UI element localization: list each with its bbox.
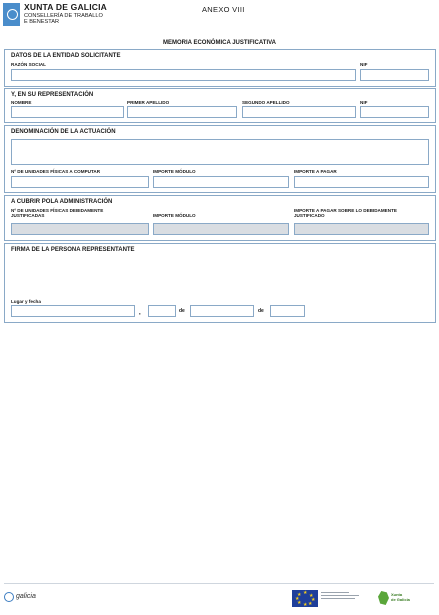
year-field[interactable]: [270, 305, 305, 317]
representation-section: [4, 88, 436, 123]
razon-social-field[interactable]: [11, 69, 356, 81]
signature-section: [4, 243, 436, 323]
de-separator-1: de: [179, 308, 185, 314]
segundo-apellido-label: SEGUNDO APELLIDO: [242, 100, 290, 105]
justified-units-label-line-1: Nº DE UNIDADES FÍSICAS DEBIDAMENTE: [11, 208, 104, 213]
xunta-footer-logo-icon: [378, 591, 389, 605]
justified-amount-label-line-1: IMPORTE A PAGAR SOBRE LO DEBIDAMENTE: [294, 208, 397, 213]
representative-nif-field[interactable]: [360, 106, 429, 118]
administration-section-title: A CUBRIR POLA ADMINISTRACIÓN: [11, 199, 113, 205]
justified-amount-field: [294, 223, 429, 235]
document-title: MEMORIA ECONÓMICA JUSTIFICATIVA: [163, 40, 276, 46]
nombre-field[interactable]: [11, 106, 124, 118]
amount-to-pay-label: IMPORTE A PAGAR: [294, 169, 337, 174]
entity-section: [4, 49, 436, 87]
department-name: [24, 13, 103, 26]
xunta-footer-logo-line-2: de Galicia: [391, 596, 410, 602]
place-field[interactable]: [11, 305, 135, 317]
entity-section-title: DATOS DE LA ENTIDAD SOLICITANTE: [11, 53, 121, 59]
comma-separator: ,: [139, 310, 141, 316]
representation-section-title: Y, EN SU REPRESENTACIÓN: [11, 92, 94, 98]
place-date-label: Lugar y fecha: [11, 299, 41, 304]
day-field[interactable]: [148, 305, 176, 317]
justified-units-field: [11, 223, 149, 235]
galicia-brand-text: galicia: [16, 593, 36, 600]
units-compute-label: Nº DE UNIDADES FÍSICAS A COMPUTAR: [11, 169, 101, 174]
xunta-footer-logo-text: [391, 593, 410, 602]
action-name-field[interactable]: [11, 139, 429, 165]
primer-apellido-label: PRIMER APELLIDO: [127, 100, 170, 105]
eu-fund-text-lines: [321, 592, 361, 604]
footer-divider: [4, 583, 434, 584]
de-separator-2: de: [258, 308, 264, 314]
amount-to-pay-field[interactable]: [294, 176, 429, 188]
razon-social-label: RAZÓN SOCIAL: [11, 62, 46, 67]
galicia-brand-icon: [4, 592, 14, 602]
module-amount-field[interactable]: [153, 176, 289, 188]
month-field[interactable]: [190, 305, 254, 317]
primer-apellido-field[interactable]: [127, 106, 237, 118]
entity-nif-field[interactable]: [360, 69, 429, 81]
xunta-footer-logo-line-1: Xunta: [391, 592, 403, 597]
action-section: [4, 125, 436, 193]
module-amount-label: IMPORTE MÓDULO: [153, 169, 196, 174]
administration-section: [4, 195, 436, 241]
brand-title: XUNTA DE GALICIA: [24, 2, 108, 12]
representative-nif-label: NIF: [360, 100, 368, 105]
xunta-shield-icon: [3, 3, 20, 26]
department-line-2: E BENESTAR: [24, 19, 60, 26]
department-line-1: CONSELLERÍA DE TRABALLO: [24, 13, 103, 19]
action-section-title: DENOMINACIÓN DE LA ACTUACIÓN: [11, 129, 116, 135]
entity-nif-label: NIF: [360, 62, 368, 67]
annex-label: ANEXO VIII: [202, 5, 245, 14]
justified-amount-label: [294, 208, 397, 218]
admin-module-amount-field: [153, 223, 289, 235]
justified-units-label: [11, 208, 103, 218]
eu-flag-icon: ★ ★ ★ ★ ★ ★ ★ ★: [292, 590, 318, 607]
segundo-apellido-field[interactable]: [242, 106, 356, 118]
justified-units-label-line-2: JUSTIFICADAS: [11, 213, 45, 219]
signature-section-title: FIRMA DE LA PERSONA REPRESENTANTE: [11, 247, 135, 253]
units-compute-field[interactable]: [11, 176, 149, 188]
justified-amount-label-line-2: JUSTIFICADO: [294, 213, 325, 219]
admin-module-amount-label: IMPORTE MÓDULO: [153, 213, 196, 218]
nombre-label: NOMBRE: [11, 100, 32, 105]
